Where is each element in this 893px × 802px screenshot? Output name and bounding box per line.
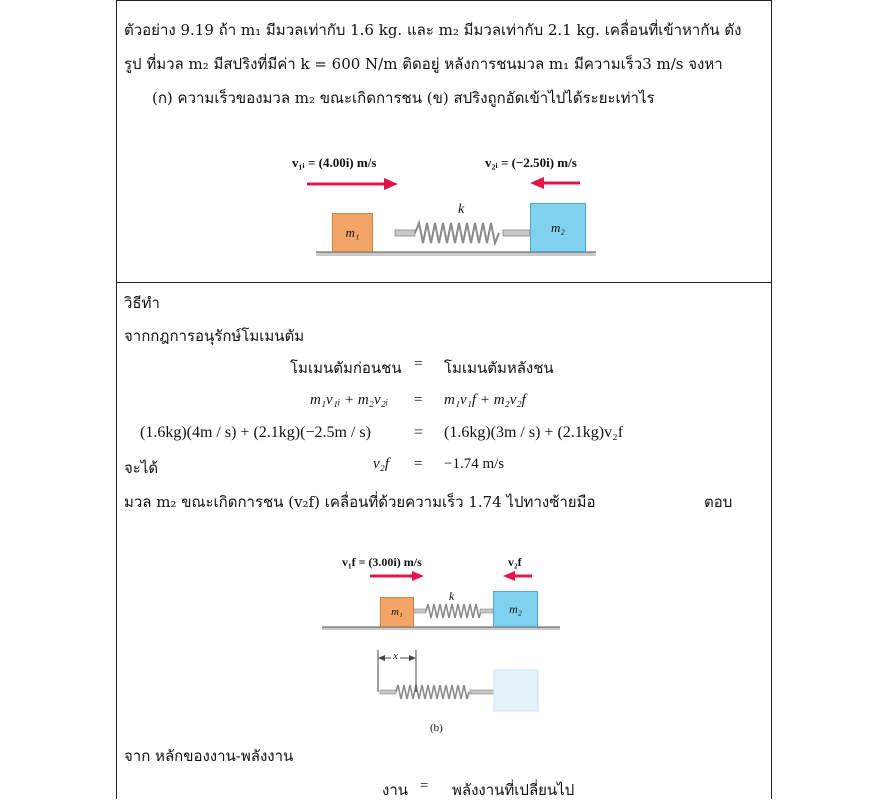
problem-line-1: ตัวอย่าง 9.19 ถ้า m₁ มีมวลเท่ากับ 1.6 kg. และ m₂ มีมวลเท่ากับ 2.1 kg. เคลื่อนที่เข้าหากัน ดัง xyxy=(124,21,742,39)
x-label: x xyxy=(393,650,398,662)
eq3-left: (1.6kg)(4m / s) + (2.1kg)(−2.5m / s) xyxy=(140,424,371,441)
eq1-left: โมเมนตัมก่อนชน xyxy=(290,359,402,377)
mass-m2-label-b: m₂ xyxy=(509,601,522,616)
v1-final-arrow xyxy=(370,571,424,581)
mass-m2-block-b xyxy=(493,591,538,627)
eq2-equals: = xyxy=(414,392,423,408)
work-eq-equals: = xyxy=(420,778,429,794)
v1-initial-label: v₁ᵢ = (4.00i) m/s xyxy=(292,155,377,170)
problem-line-3: (ก) ความเร็วของมวล m₂ ขณะเกิดการชน (ข) สปริงถูกอัดเข้าไปได้ระยะเท่าไร xyxy=(152,89,655,107)
conservation-law: จากกฎการอนุรักษ์โมเมนตัม xyxy=(124,327,305,345)
result-label: จะได้ xyxy=(124,459,159,477)
spring-b xyxy=(414,604,493,618)
answer-label: ตอบ xyxy=(704,493,733,511)
solution-heading: วิธีทำ xyxy=(124,294,160,312)
v1-final-label: v₁f = (3.00i) m/s xyxy=(342,555,422,569)
eq2-left: m₁v₁ᵢ + m₂v₂ᵢ xyxy=(310,392,389,408)
eq3-right: (1.6kg)(3m / s) + (2.1kg)v₂f xyxy=(444,424,624,441)
v2-final-label: v₂f xyxy=(508,555,522,569)
mass-m1-label: m₁ xyxy=(345,224,360,240)
work-eq-left: งาน xyxy=(382,781,409,799)
conclusion-text: มวล m₂ ขณะเกิดการชน (v₂f) เคลื่อนที่ด้วยความเร็ว 1.74 ไปทางซ้ายมือ xyxy=(124,493,596,511)
spring-k-label-a: k xyxy=(458,202,465,217)
mass-m1-label-b: m₁ xyxy=(391,606,403,618)
v2-initial-label: v₂ᵢ = (−2.50i) m/s xyxy=(485,155,577,170)
mass-m1-block-b xyxy=(380,597,414,627)
problem-line-2: รูป ที่มวล m₂ มีสปริงที่มีค่า k = 600 N/m ติดอยู่ หลังการชนมวล m₁ มีความเร็ว3 m/s จงหา xyxy=(124,55,723,73)
work-energy-intro: จาก หลักของงาน-พลังงาน xyxy=(124,747,294,765)
mass-m2-label: m₂ xyxy=(551,219,565,235)
work-eq-right: พลังงานที่เปลี่ยนไป xyxy=(452,781,575,799)
result-variable: v₂f xyxy=(373,456,390,472)
eq2-right: m₁v₁f + m₂v₂f xyxy=(444,392,526,408)
figure-b-caption: (b) xyxy=(430,722,443,734)
eq1-equals: = xyxy=(414,356,423,372)
result-equals: = xyxy=(414,456,423,472)
eq3-equals: = xyxy=(414,424,424,441)
v2-final-arrow xyxy=(503,571,532,581)
mass-m2-ghost xyxy=(494,670,538,711)
eq1-right: โมเมนตัมหลังชน xyxy=(444,359,554,377)
compressed-spring xyxy=(380,685,494,699)
spring-k-label-b: k xyxy=(449,589,455,603)
result-value: −1.74 m/s xyxy=(444,456,505,472)
